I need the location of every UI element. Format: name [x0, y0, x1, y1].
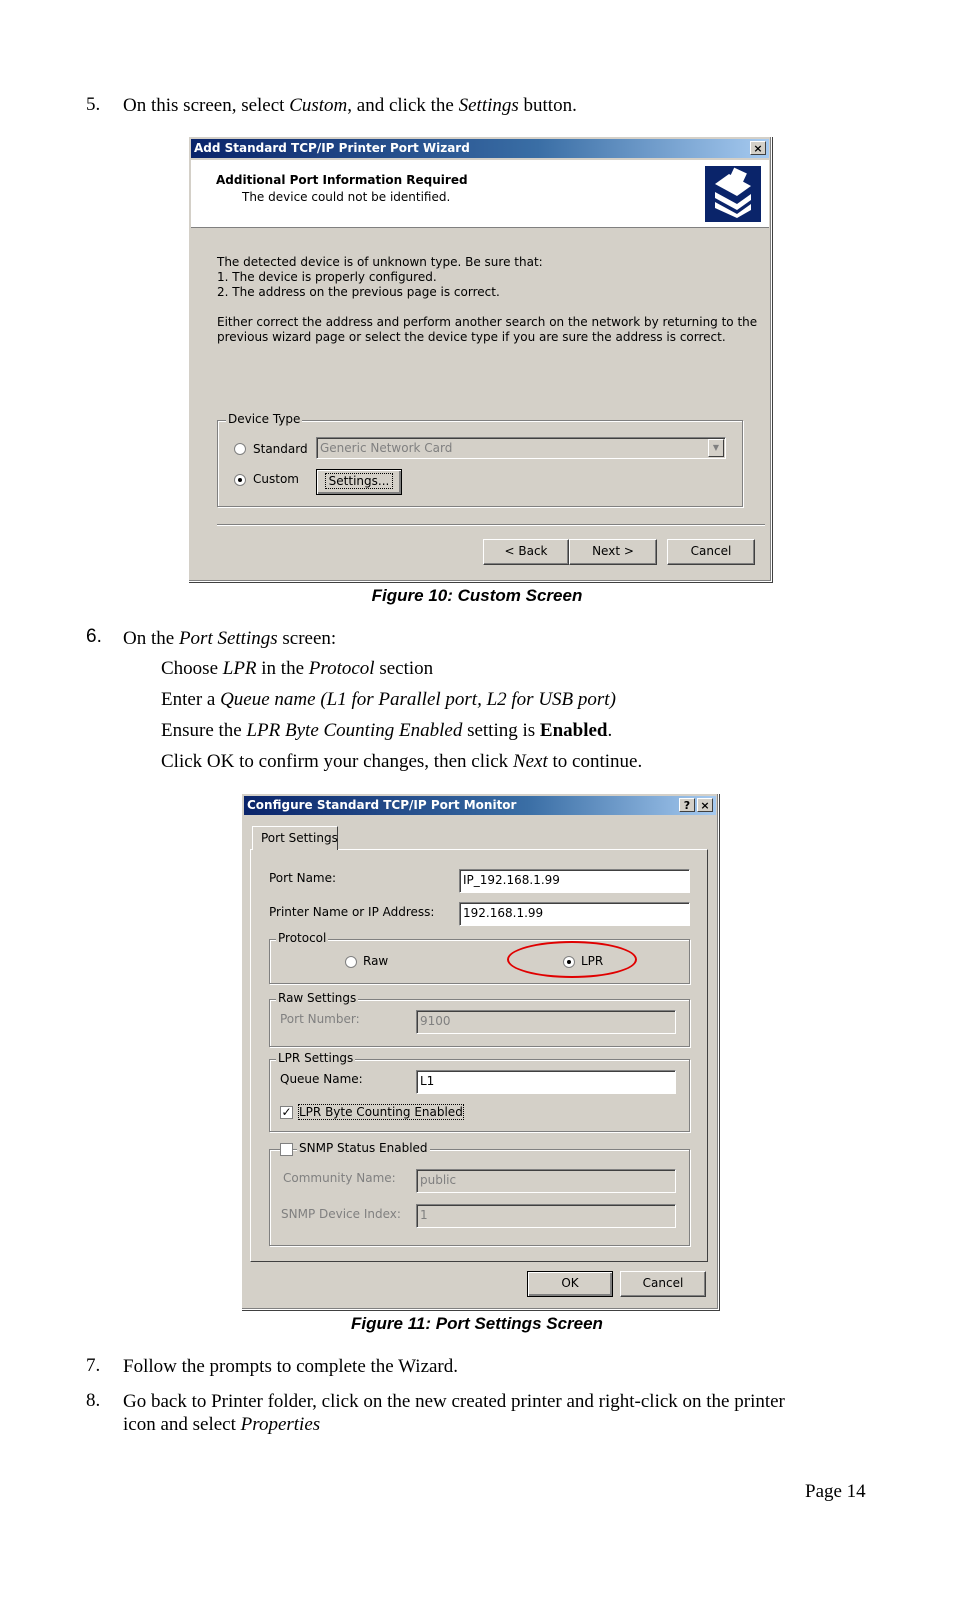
- wizard-header-title: Additional Port Information Required: [216, 173, 468, 187]
- close-icon[interactable]: ×: [697, 798, 713, 812]
- protocol-title: Protocol: [278, 931, 327, 945]
- step-6-c-part: .: [607, 720, 613, 741]
- settings-button-label: Settings...: [326, 474, 393, 488]
- step-5-part: On this screen, select: [123, 95, 290, 116]
- step-8-part: icon and select: [123, 1414, 241, 1435]
- step-6-c-part: Ensure the: [161, 720, 247, 741]
- step-6-a-part: in the: [256, 658, 309, 679]
- port-number-input[interactable]: 9100: [416, 1010, 676, 1034]
- snmp-checkbox[interactable]: [280, 1143, 293, 1156]
- community-name-input[interactable]: public: [416, 1169, 676, 1193]
- tab-port-settings[interactable]: [252, 826, 338, 850]
- monitor-title: Configure Standard TCP/IP Port Monitor: [247, 798, 517, 812]
- byte-counting-label[interactable]: LPR Byte Counting Enabled: [299, 1105, 463, 1119]
- figure-10-caption: Figure 10: Custom Screen: [371, 586, 583, 605]
- wizard-titlebar: [191, 139, 769, 158]
- custom-radio[interactable]: [234, 474, 246, 486]
- step-6-sub-c: [161, 719, 612, 743]
- step-6-d-part: to continue.: [547, 751, 643, 772]
- raw-settings-title: Raw Settings: [278, 991, 357, 1005]
- step-6-sub-d: [161, 750, 642, 774]
- step-8-number: 8.: [86, 1390, 101, 1411]
- step-6-d-next: Next: [512, 751, 548, 772]
- step-5-text: [123, 94, 577, 118]
- protocol-group: [269, 931, 690, 984]
- step-5-settings: Settings: [458, 95, 519, 116]
- wizard-body-line: 1. The device is properly configured.: [217, 270, 437, 284]
- queue-name-input[interactable]: L1: [416, 1070, 676, 1094]
- step-7-text: Follow the prompts to complete the Wizard.: [123, 1356, 459, 1377]
- lpr-label[interactable]: LPR: [581, 954, 604, 968]
- raw-settings-group: [269, 991, 690, 1047]
- step-6-a-lpr: LPR: [222, 658, 257, 679]
- step-6-sub-b: [161, 688, 616, 712]
- step-6-a-protocol: Protocol: [308, 658, 375, 679]
- device-select[interactable]: [316, 437, 726, 459]
- step-6-b-queue: Queue name (L1 for Parallel port, L2 for USB port): [220, 689, 616, 710]
- step-6-c-enabled: Enabled: [539, 720, 608, 741]
- figure-11-caption: Figure 11: Port Settings Screen: [351, 1314, 603, 1333]
- wizard-body-line: The detected device is of unknown type. Be sure that:: [217, 255, 543, 269]
- wizard-body-line: 2. The address on the previous page is correct.: [217, 285, 500, 299]
- device-select-value: Generic Network Card: [320, 441, 453, 455]
- step-5-number: 5.: [86, 94, 101, 115]
- wizard-separator: [217, 524, 765, 526]
- step-5-part: , and click the: [347, 95, 459, 116]
- wizard-title: Add Standard TCP/IP Printer Port Wizard: [194, 141, 470, 155]
- close-icon[interactable]: ×: [750, 141, 766, 155]
- byte-counting-checkbox[interactable]: ✓: [281, 1105, 292, 1119]
- step-6-c-setting: LPR Byte Counting Enabled: [246, 720, 463, 741]
- lpr-highlight-ellipse: [507, 941, 637, 978]
- device-type-group: [217, 412, 743, 507]
- step-6-part: On the: [123, 628, 179, 649]
- step-6-a-part: section: [374, 658, 434, 679]
- tab-panel: [250, 849, 708, 1262]
- port-monitor-dialog: [241, 793, 719, 1310]
- standard-radio[interactable]: [234, 443, 246, 455]
- chevron-down-icon[interactable]: ▼: [708, 439, 724, 457]
- wizard-header: [191, 160, 769, 228]
- step-6-number: 6.: [86, 626, 102, 647]
- printer-address-input[interactable]: 192.168.1.99: [459, 902, 690, 926]
- custom-label[interactable]: Custom: [253, 472, 299, 486]
- lpr-settings-group: [269, 1051, 690, 1132]
- tab-label: Port Settings: [261, 831, 338, 845]
- help-icon[interactable]: ?: [679, 798, 695, 812]
- step-5-part: button.: [518, 95, 577, 116]
- device-type-title: Device Type: [228, 412, 301, 426]
- step-6-d-part: Click OK to confirm your changes, then click: [161, 751, 513, 772]
- snmp-label[interactable]: SNMP Status Enabled: [299, 1141, 428, 1155]
- next-button[interactable]: Next >: [569, 539, 657, 565]
- page-number: Page 14: [805, 1481, 866, 1502]
- settings-button[interactable]: [316, 469, 402, 495]
- step-6-c-part: setting is: [462, 720, 540, 741]
- snmp-device-index-label: SNMP Device Index:: [281, 1207, 401, 1221]
- step-6-text: [123, 627, 336, 651]
- step-6-sub-a: [161, 657, 433, 681]
- wizard-dialog: [188, 136, 772, 582]
- step-6-port-settings: Port Settings: [178, 628, 278, 649]
- monitor-titlebar: [244, 796, 716, 815]
- step-8-line-2: [123, 1413, 320, 1437]
- ok-button[interactable]: OK: [527, 1271, 613, 1297]
- port-name-input[interactable]: IP_192.168.1.99: [459, 869, 690, 893]
- cancel-button[interactable]: Cancel: [620, 1271, 706, 1297]
- back-button[interactable]: < Back: [483, 539, 569, 565]
- wizard-header-subtitle: The device could not be identified.: [242, 190, 451, 204]
- step-8-line-1: Go back to Printer folder, click on the new created printer and right-click on the printer: [123, 1391, 785, 1412]
- port-name-label: Port Name:: [269, 871, 337, 885]
- raw-label[interactable]: Raw: [363, 954, 389, 968]
- standard-label[interactable]: Standard: [253, 442, 308, 456]
- cancel-button[interactable]: Cancel: [667, 539, 755, 565]
- raw-radio[interactable]: [345, 956, 357, 968]
- snmp-device-index-input[interactable]: 1: [416, 1204, 676, 1228]
- printer-address-label: Printer Name or IP Address:: [269, 905, 435, 919]
- wizard-body-line: previous wizard page or select the device type if you are sure the address is correct.: [217, 330, 726, 344]
- port-number-label: Port Number:: [280, 1012, 360, 1026]
- step-7-number: 7.: [86, 1355, 101, 1376]
- step-5-custom: Custom: [289, 95, 348, 116]
- community-name-label: Community Name:: [283, 1171, 396, 1185]
- step-6-b-part: Enter a: [161, 689, 221, 710]
- printer-icon: [705, 166, 761, 222]
- lpr-settings-title: LPR Settings: [278, 1051, 354, 1065]
- step-6-a-part: Choose: [161, 658, 223, 679]
- step-6-part: screen:: [277, 628, 337, 649]
- wizard-body-line: Either correct the address and perform another search on the network by returning to the: [217, 315, 758, 329]
- step-8-properties: Properties: [240, 1414, 321, 1435]
- queue-name-label: Queue Name:: [280, 1072, 363, 1086]
- snmp-group: [269, 1141, 690, 1246]
